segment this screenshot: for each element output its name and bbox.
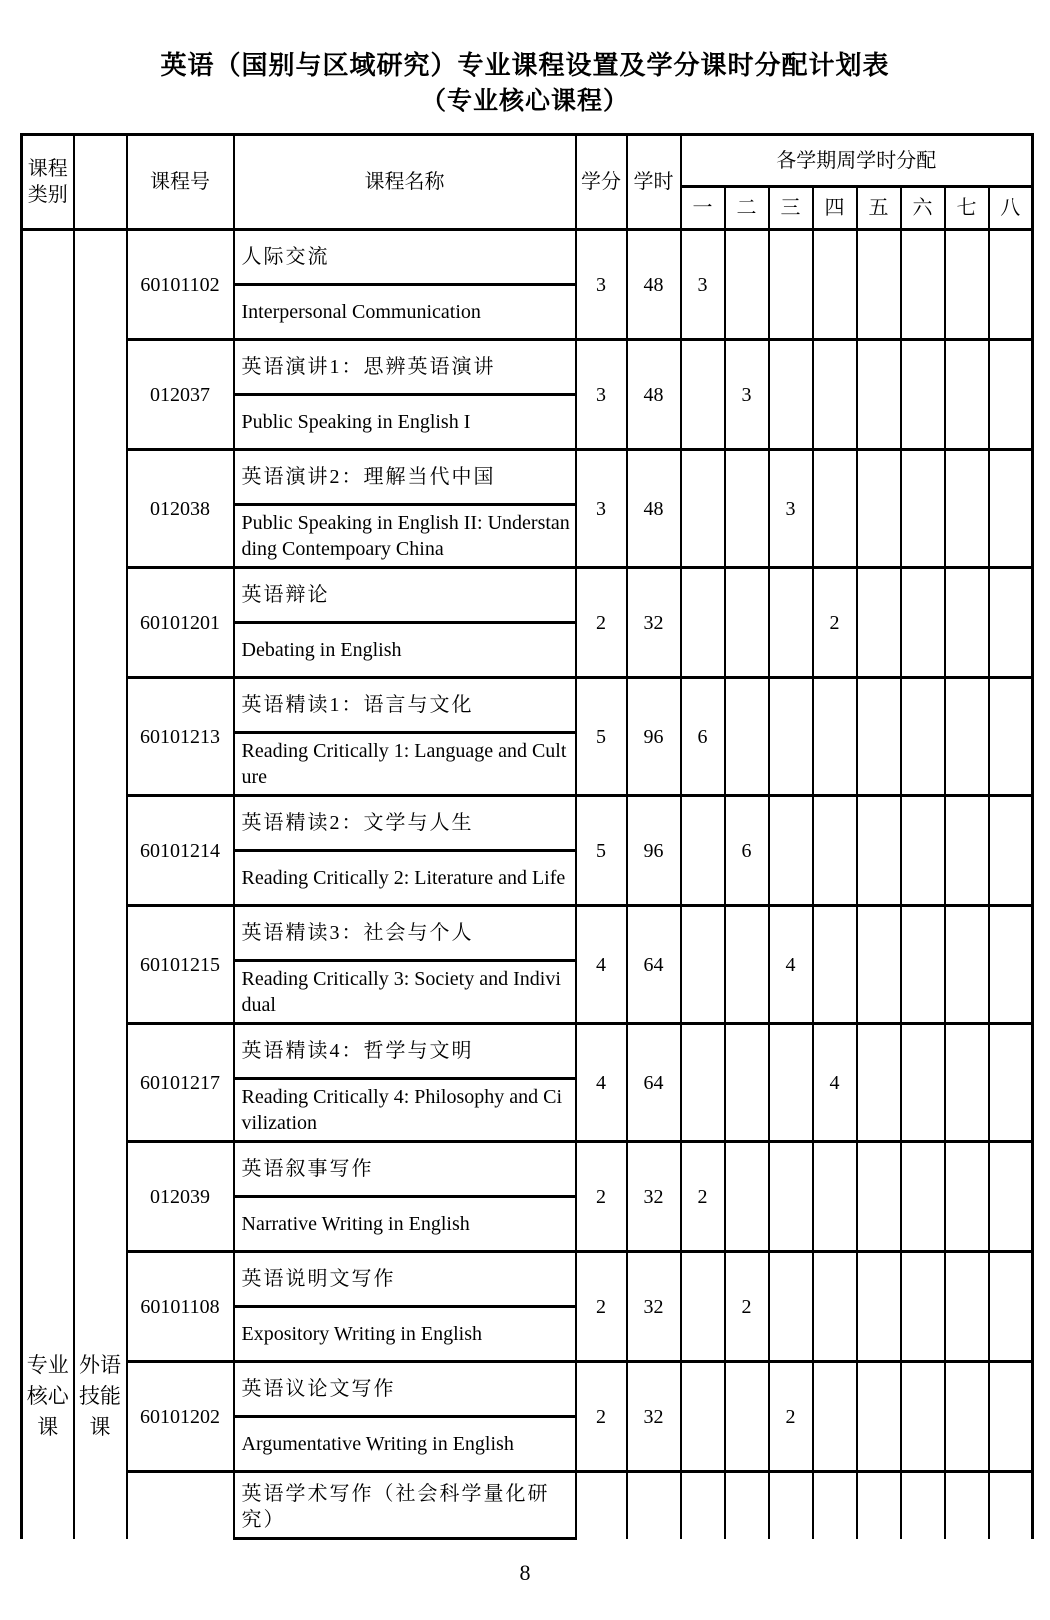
semester-2-hours-cell: 3 — [725, 340, 769, 450]
semester-8-hours-cell — [989, 796, 1033, 906]
semester-3-hours-cell: 2 — [769, 1362, 813, 1472]
course-name-cn-cell: 英语叙事写作 — [234, 1142, 576, 1197]
hours-cell: 48 — [627, 450, 681, 568]
semester-7-hours-cell — [945, 906, 989, 1024]
semester-6-hours-cell — [901, 796, 945, 906]
header-hours: 学时 — [627, 135, 681, 230]
semester-3-hours-cell — [769, 1024, 813, 1142]
course-row — [22, 568, 1033, 623]
course-name-en-cell: Narrative Writing in English — [234, 1197, 576, 1252]
semester-4-hours-cell — [813, 340, 857, 450]
semester-7-hours-cell — [945, 678, 989, 796]
semester-2-hours-cell — [725, 906, 769, 1024]
header-semester-5: 五 — [857, 187, 901, 230]
semester-6-hours-cell — [901, 906, 945, 1024]
hours-cell: 96 — [627, 796, 681, 906]
semester-8-hours-cell — [989, 678, 1033, 796]
course-name-en-cell: Reading Critically 3: Society and Individual — [234, 961, 576, 1024]
course-name-cn-cell: 英语议论文写作 — [234, 1362, 576, 1417]
semester-8-hours-cell — [989, 1472, 1033, 1539]
hours-cell: 48 — [627, 230, 681, 340]
semester-7-hours-cell — [945, 1024, 989, 1142]
semester-7-hours-cell — [945, 796, 989, 906]
semester-1-hours-cell — [681, 340, 725, 450]
semester-4-hours-cell — [813, 450, 857, 568]
semester-3-hours-cell — [769, 1142, 813, 1252]
course-name-cn-cell: 英语精读2：文学与人生 — [234, 796, 576, 851]
header-semester-7: 七 — [945, 187, 989, 230]
course-name-cn-cell: 英语演讲2：理解当代中国 — [234, 450, 576, 505]
semester-1-hours-cell: 2 — [681, 1142, 725, 1252]
course-no-cell: 60101201 — [127, 568, 234, 678]
semester-6-hours-cell — [901, 1142, 945, 1252]
course-no-cell: 60101102 — [127, 230, 234, 340]
course-name-en-cell: Debating in English — [234, 623, 576, 678]
course-name-cn-cell: 英语精读4：哲学与文明 — [234, 1024, 576, 1079]
semester-8-hours-cell — [989, 230, 1033, 340]
semester-5-hours-cell — [857, 230, 901, 340]
header-semester-2: 二 — [725, 187, 769, 230]
semester-8-hours-cell — [989, 1142, 1033, 1252]
semester-2-hours-cell — [725, 568, 769, 678]
hours-cell: 64 — [627, 1024, 681, 1142]
hours-cell: 32 — [627, 1142, 681, 1252]
semester-5-hours-cell — [857, 1252, 901, 1362]
semester-7-hours-cell — [945, 230, 989, 340]
semester-7-hours-cell — [945, 1142, 989, 1252]
semester-4-hours-cell — [813, 1472, 857, 1539]
semester-6-hours-cell — [901, 340, 945, 450]
page-title — [0, 46, 1050, 118]
semester-4-hours-cell — [813, 796, 857, 906]
course-row — [22, 1252, 1033, 1307]
semester-3-hours-cell: 3 — [769, 450, 813, 568]
course-row — [22, 1362, 1033, 1417]
semester-4-hours-cell — [813, 1362, 857, 1472]
header-semester-3: 三 — [769, 187, 813, 230]
hours-cell: 48 — [627, 340, 681, 450]
course-name-en-cell: Reading Critically 2: Literature and Life — [234, 851, 576, 906]
semester-3-hours-cell — [769, 340, 813, 450]
semester-5-hours-cell — [857, 678, 901, 796]
hours-cell: 32 — [627, 1362, 681, 1472]
hours-cell: 32 — [627, 1252, 681, 1362]
credits-cell: 2 — [576, 1142, 627, 1252]
subcategory-cell: 外语技能课 — [74, 230, 127, 1539]
course-no-cell: 60101108 — [127, 1252, 234, 1362]
semester-3-hours-cell: 4 — [769, 906, 813, 1024]
semester-5-hours-cell — [857, 1142, 901, 1252]
credits-cell: 5 — [576, 678, 627, 796]
credits-cell: 2 — [576, 1252, 627, 1362]
course-row — [22, 450, 1033, 505]
semester-5-hours-cell — [857, 796, 901, 906]
semester-2-hours-cell — [725, 450, 769, 568]
semester-6-hours-cell — [901, 1252, 945, 1362]
semester-4-hours-cell — [813, 906, 857, 1024]
semester-5-hours-cell — [857, 450, 901, 568]
semester-4-hours-cell: 2 — [813, 568, 857, 678]
semester-7-hours-cell — [945, 1252, 989, 1362]
semester-3-hours-cell — [769, 796, 813, 906]
course-table-wrapper — [20, 133, 1032, 1540]
course-row — [22, 678, 1033, 733]
semester-1-hours-cell — [681, 1024, 725, 1142]
semester-2-hours-cell — [725, 1024, 769, 1142]
semester-1-hours-cell: 6 — [681, 678, 725, 796]
course-no-cell — [127, 1472, 234, 1539]
course-table-body — [22, 230, 1033, 1539]
semester-5-hours-cell — [857, 1362, 901, 1472]
semester-4-hours-cell: 4 — [813, 1024, 857, 1142]
semester-4-hours-cell — [813, 230, 857, 340]
page-number: 8 — [519, 1560, 531, 1585]
course-no-cell: 012037 — [127, 340, 234, 450]
semester-2-hours-cell — [725, 1472, 769, 1539]
semester-8-hours-cell — [989, 1024, 1033, 1142]
semester-7-hours-cell — [945, 1472, 989, 1539]
header-row-1 — [22, 135, 1033, 187]
semester-4-hours-cell — [813, 678, 857, 796]
course-name-cn-cell: 英语辩论 — [234, 568, 576, 623]
course-no-cell: 60101215 — [127, 906, 234, 1024]
course-name-cn-cell: 英语学术写作（社会科学量化研究） — [234, 1472, 576, 1539]
semester-1-hours-cell: 3 — [681, 230, 725, 340]
course-name-en-cell: Argumentative Writing in English — [234, 1417, 576, 1472]
semester-1-hours-cell — [681, 1362, 725, 1472]
semester-4-hours-cell — [813, 1142, 857, 1252]
semester-6-hours-cell — [901, 1362, 945, 1472]
semester-7-hours-cell — [945, 450, 989, 568]
semester-6-hours-cell — [901, 230, 945, 340]
hours-cell: 64 — [627, 906, 681, 1024]
credits-cell — [576, 1472, 627, 1539]
course-no-cell: 60101217 — [127, 1024, 234, 1142]
header-semester-8: 八 — [989, 187, 1033, 230]
header-semester-6: 六 — [901, 187, 945, 230]
course-no-cell: 012038 — [127, 450, 234, 568]
course-name-en-cell: Reading Critically 1: Language and Culture — [234, 733, 576, 796]
header-semester-4: 四 — [813, 187, 857, 230]
semester-1-hours-cell — [681, 906, 725, 1024]
semester-8-hours-cell — [989, 1362, 1033, 1472]
semester-8-hours-cell — [989, 340, 1033, 450]
semester-5-hours-cell — [857, 340, 901, 450]
hours-cell: 96 — [627, 678, 681, 796]
semester-3-hours-cell — [769, 1252, 813, 1362]
credits-cell: 2 — [576, 1362, 627, 1472]
semester-5-hours-cell — [857, 1024, 901, 1142]
semester-3-hours-cell — [769, 230, 813, 340]
course-row — [22, 796, 1033, 851]
semester-3-hours-cell — [769, 1472, 813, 1539]
course-name-cn-cell: 英语精读1：语言与文化 — [234, 678, 576, 733]
semester-1-hours-cell — [681, 1252, 725, 1362]
header-empty-cell — [74, 135, 127, 230]
credits-cell: 4 — [576, 1024, 627, 1142]
credits-cell: 5 — [576, 796, 627, 906]
course-name-en-cell: Reading Critically 4: Philosophy and Civilization — [234, 1079, 576, 1142]
semester-2-hours-cell — [725, 678, 769, 796]
hours-cell: 32 — [627, 568, 681, 678]
semester-6-hours-cell — [901, 1472, 945, 1539]
semester-1-hours-cell — [681, 568, 725, 678]
semester-6-hours-cell — [901, 450, 945, 568]
course-no-cell: 60101213 — [127, 678, 234, 796]
semester-2-hours-cell — [725, 230, 769, 340]
semester-3-hours-cell — [769, 678, 813, 796]
category-cell: 专业核心课 — [22, 230, 74, 1539]
course-row — [22, 340, 1033, 395]
semester-5-hours-cell — [857, 1472, 901, 1539]
course-name-en-cell: Public Speaking in English I — [234, 395, 576, 450]
semester-8-hours-cell — [989, 568, 1033, 678]
semester-8-hours-cell — [989, 1252, 1033, 1362]
semester-6-hours-cell — [901, 1024, 945, 1142]
credits-cell: 4 — [576, 906, 627, 1024]
course-row — [22, 1472, 1033, 1539]
course-name-en-cell: Public Speaking in English II: Understanding Contempoary China — [234, 505, 576, 568]
header-semester-group: 各学期周学时分配 — [681, 135, 1033, 187]
semester-7-hours-cell — [945, 568, 989, 678]
course-no-cell: 60101202 — [127, 1362, 234, 1472]
semester-2-hours-cell: 2 — [725, 1252, 769, 1362]
semester-3-hours-cell — [769, 568, 813, 678]
semester-8-hours-cell — [989, 906, 1033, 1024]
course-name-cn-cell: 人际交流 — [234, 230, 576, 285]
course-table — [20, 133, 1034, 1540]
title-line-2: （专业核心课程） — [420, 87, 629, 115]
course-no-cell: 012039 — [127, 1142, 234, 1252]
semester-8-hours-cell — [989, 450, 1033, 568]
header-semester-1: 一 — [681, 187, 725, 230]
header-course-no: 课程号 — [127, 135, 234, 230]
semester-1-hours-cell — [681, 1472, 725, 1539]
semester-7-hours-cell — [945, 340, 989, 450]
title-line-1: 英语（国别与区域研究）专业课程设置及学分课时分配计划表 — [160, 50, 890, 80]
hours-cell — [627, 1472, 681, 1539]
semester-6-hours-cell — [901, 568, 945, 678]
credits-cell: 3 — [576, 340, 627, 450]
course-name-cn-cell: 英语精读3：社会与个人 — [234, 906, 576, 961]
semester-2-hours-cell — [725, 1362, 769, 1472]
semester-1-hours-cell — [681, 796, 725, 906]
credits-cell: 2 — [576, 568, 627, 678]
semester-2-hours-cell: 6 — [725, 796, 769, 906]
semester-7-hours-cell — [945, 1362, 989, 1472]
header-category: 课程类别 — [22, 135, 74, 230]
semester-5-hours-cell — [857, 906, 901, 1024]
course-row — [22, 1024, 1033, 1079]
credits-cell: 3 — [576, 450, 627, 568]
credits-cell: 3 — [576, 230, 627, 340]
course-name-cn-cell: 英语演讲1：思辨英语演讲 — [234, 340, 576, 395]
course-row — [22, 1142, 1033, 1197]
header-credits: 学分 — [576, 135, 627, 230]
course-row — [22, 230, 1033, 285]
semester-6-hours-cell — [901, 678, 945, 796]
semester-4-hours-cell — [813, 1252, 857, 1362]
semester-2-hours-cell — [725, 1142, 769, 1252]
semester-5-hours-cell — [857, 568, 901, 678]
header-course-name: 课程名称 — [234, 135, 576, 230]
course-name-cn-cell: 英语说明文写作 — [234, 1252, 576, 1307]
course-row — [22, 906, 1033, 961]
course-name-en-cell: Interpersonal Communication — [234, 285, 576, 340]
semester-1-hours-cell — [681, 450, 725, 568]
course-no-cell: 60101214 — [127, 796, 234, 906]
course-name-en-cell: Expository Writing in English — [234, 1307, 576, 1362]
